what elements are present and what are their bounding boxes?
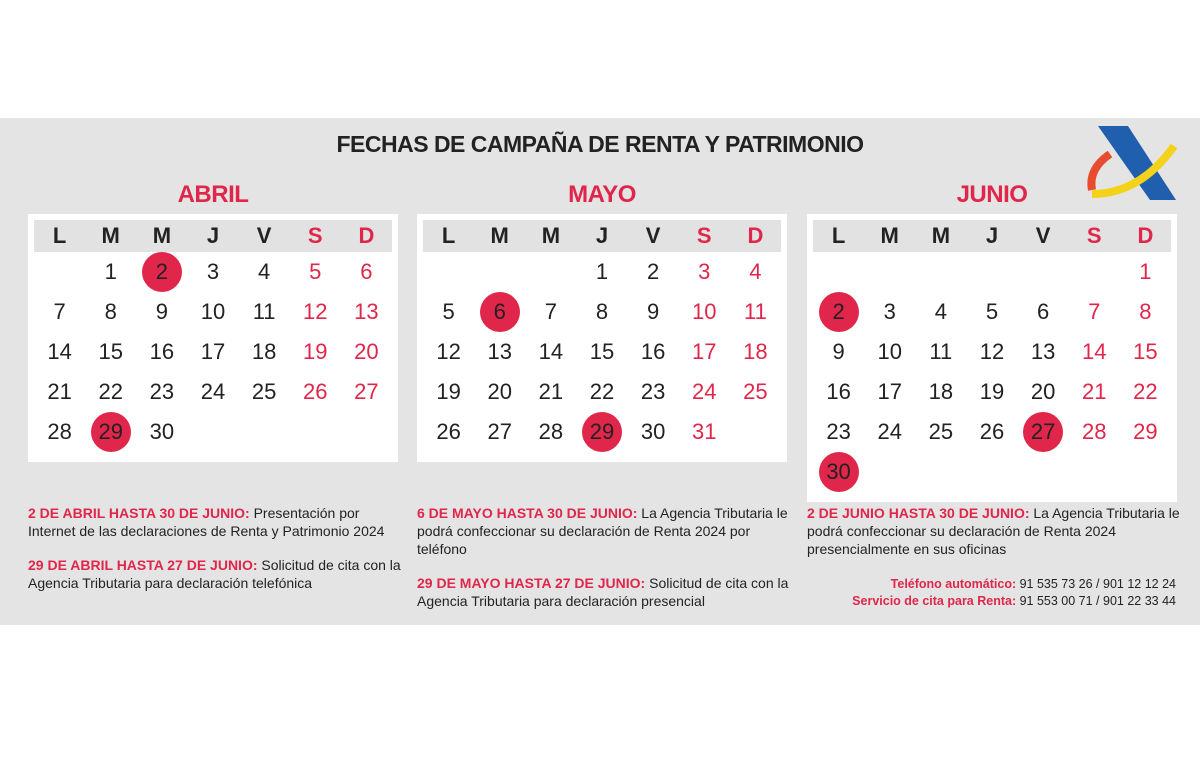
day-cell: 1 [595, 259, 609, 284]
day-cell: 20 [487, 379, 512, 404]
weekday-label: D [747, 223, 764, 248]
day-cell: 22 [589, 379, 615, 404]
day-cell: 21 [47, 379, 72, 404]
day-cell: 4 [749, 259, 762, 284]
week-row [813, 412, 1171, 452]
note [417, 574, 797, 610]
weekday-label: S [696, 223, 712, 248]
day-cell: 12 [436, 339, 461, 364]
cita-label: Servicio de cita para Renta: [852, 594, 1017, 608]
day-cell: 17 [877, 379, 902, 404]
day-cell: 22 [98, 379, 123, 404]
highlighted-day [85, 412, 136, 452]
weekday-header [423, 220, 781, 252]
day-cell: 24 [877, 419, 902, 444]
day-cell: 23 [149, 379, 175, 404]
weekday-label: D [358, 223, 375, 248]
day-cell: 14 [538, 339, 564, 364]
week-row [813, 452, 1171, 492]
day-cell: 11 [929, 339, 953, 364]
week-row [423, 252, 781, 292]
note-text: Solicitud de cita con la Agencia Tributaria para declaración presencial [417, 575, 789, 609]
day-cell: 13 [354, 299, 379, 324]
day-cell: 17 [692, 339, 717, 364]
highlighted-day [1018, 412, 1069, 452]
week-row [34, 412, 392, 452]
day-cell: 8 [104, 299, 117, 324]
note [807, 504, 1187, 558]
weekday-label: S [307, 223, 323, 248]
day-cell: 30 [149, 419, 175, 444]
day-cell: 13 [1030, 339, 1056, 364]
day-cell: 7 [53, 299, 66, 324]
day-cell: 6 [1037, 299, 1050, 324]
day-cell: 25 [743, 379, 768, 404]
day-cell: 24 [692, 379, 717, 404]
day-cell: 14 [47, 339, 72, 364]
day-cell: 11 [743, 299, 767, 324]
day-cell: 7 [1088, 299, 1101, 324]
day-cell: 26 [436, 419, 461, 444]
phone-value: 91 535 73 26 / 901 12 12 24 [1016, 577, 1176, 591]
day-cell: 14 [1082, 339, 1107, 364]
day-cell: 10 [692, 299, 717, 324]
day-number: 2 [142, 252, 182, 292]
day-cell: 31 [692, 419, 717, 444]
day-cell: 5 [442, 299, 455, 324]
day-cell: 28 [1082, 419, 1107, 444]
day-cell: 15 [98, 339, 123, 364]
day-cell: 13 [487, 339, 512, 364]
day-cell: 20 [354, 339, 379, 364]
day-cell: 3 [883, 299, 896, 324]
day-cell: 15 [1133, 339, 1158, 364]
day-cell: 19 [436, 379, 461, 404]
day-cell: 7 [544, 299, 557, 324]
day-cell: 2 [647, 259, 660, 284]
note-text: La Agencia Tributaria le podrá confeccionar su declaración de Renta 2024 por teléfono [417, 505, 788, 557]
day-cell: 17 [200, 339, 226, 364]
weekday-label: M [490, 223, 509, 248]
weekday-label: V [256, 223, 272, 248]
week-row [813, 252, 1171, 292]
note [417, 504, 797, 558]
day-cell: 19 [979, 379, 1005, 404]
day-cell: 6 [360, 259, 373, 284]
day-cell: 27 [487, 419, 512, 444]
day-cell: 21 [538, 379, 564, 404]
day-cell: 12 [979, 339, 1005, 364]
notes-mayo [417, 504, 797, 626]
note-text: Presentación por Internet de las declaraciones de Renta y Patrimonio 2024 [28, 505, 385, 539]
highlighted-day [576, 412, 627, 452]
page-title: FECHAS DE CAMPAÑA DE RENTA Y PATRIMONIO [336, 131, 864, 157]
day-cell: 26 [979, 419, 1005, 444]
day-cell: 1 [1139, 259, 1152, 284]
day-cell: 8 [595, 299, 609, 324]
day-cell: 10 [877, 339, 902, 364]
week-row [34, 252, 392, 292]
day-cell: 28 [47, 419, 72, 444]
day-cell: 25 [251, 379, 277, 404]
day-cell: 1 [104, 259, 117, 284]
contact-info [852, 576, 1176, 610]
week-row [813, 372, 1171, 412]
week-row [34, 332, 392, 372]
weekday-label: S [1086, 223, 1102, 248]
month-title: MAYO [568, 181, 636, 208]
phone-label: Teléfono automático: [890, 577, 1017, 591]
weekday-label: D [1137, 223, 1154, 248]
day-cell: 3 [698, 259, 711, 284]
highlighted-day [136, 252, 187, 292]
day-number: 27 [1023, 412, 1063, 452]
day-cell: 5 [309, 259, 322, 284]
day-cell: 30 [640, 419, 666, 444]
day-cell: 18 [251, 339, 277, 364]
note-dates: 2 DE ABRIL HASTA 30 DE JUNIO: [28, 505, 250, 521]
day-number: 30 [819, 452, 859, 492]
day-cell: 20 [1030, 379, 1056, 404]
cita-value: 91 553 00 71 / 901 22 33 44 [1016, 594, 1176, 608]
day-number: 2 [819, 292, 859, 332]
weekday-label: M [101, 223, 120, 248]
day-cell: 11 [252, 299, 276, 324]
note-dates: 29 DE ABRIL HASTA 27 DE JUNIO: [28, 557, 258, 573]
day-cell: 15 [589, 339, 615, 364]
note-dates: 2 DE JUNIO HASTA 30 DE JUNIO: [807, 505, 1030, 521]
day-cell: 4 [258, 259, 271, 284]
day-cell: 16 [149, 339, 175, 364]
weekday-header [813, 220, 1171, 252]
day-cell: 8 [1139, 299, 1152, 324]
week-row [34, 372, 392, 412]
day-cell: 29 [1133, 419, 1158, 444]
week-row [423, 332, 781, 372]
week-row [423, 412, 781, 452]
weekday-label: M [931, 223, 951, 248]
note [28, 504, 408, 540]
weekday-label: V [645, 223, 661, 248]
day-number: 29 [582, 412, 622, 452]
weekday-label: J [985, 223, 999, 248]
month-title: ABRIL [177, 181, 249, 208]
day-cell: 12 [303, 299, 328, 324]
day-cell: 4 [934, 299, 947, 324]
notes-abril [28, 504, 408, 608]
week-row [423, 372, 781, 412]
day-cell: 9 [832, 339, 845, 364]
day-cell: 10 [200, 299, 226, 324]
note-text: La Agencia Tributaria le podrá confeccionar su declaración de Renta 2024 presencialmente en sus oficinas [807, 505, 1180, 557]
day-cell: 26 [303, 379, 328, 404]
day-cell: 25 [928, 419, 954, 444]
day-cell: 28 [538, 419, 564, 444]
day-cell: 3 [206, 259, 220, 284]
day-cell: 23 [826, 419, 851, 444]
weekday-label: M [541, 223, 561, 248]
highlighted-day [813, 292, 864, 332]
day-cell: 21 [1082, 379, 1107, 404]
day-cell: 16 [826, 379, 851, 404]
notes-junio [807, 504, 1187, 574]
note-text: Solicitud de cita con la Agencia Tributaria para declaración telefónica [28, 557, 401, 591]
week-row [34, 292, 392, 332]
day-cell: 18 [743, 339, 768, 364]
day-cell: 23 [640, 379, 666, 404]
weekday-label: J [595, 223, 609, 248]
highlighted-day [813, 452, 864, 492]
day-cell: 9 [647, 299, 660, 324]
day-cell: 27 [354, 379, 379, 404]
weekday-label: M [152, 223, 172, 248]
day-number: 6 [480, 292, 520, 332]
highlighted-day [474, 292, 525, 332]
note [28, 556, 408, 592]
calendar-junio [807, 214, 1177, 502]
day-cell: 22 [1133, 379, 1158, 404]
weekday-label: L [52, 223, 67, 248]
weekday-label: J [206, 223, 220, 248]
day-number: 29 [91, 412, 131, 452]
weekday-label: L [441, 223, 456, 248]
day-cell: 5 [985, 299, 999, 324]
week-row [423, 292, 781, 332]
week-row [813, 332, 1171, 372]
day-cell: 9 [155, 299, 168, 324]
day-cell: 19 [303, 339, 328, 364]
weekday-header [34, 220, 392, 252]
weekday-label: L [831, 223, 846, 248]
note-dates: 29 DE MAYO HASTA 27 DE JUNIO: [417, 575, 646, 591]
week-row [813, 292, 1171, 332]
month-title: JUNIO [956, 181, 1028, 208]
day-cell: 16 [640, 339, 666, 364]
calendar-mayo [417, 214, 787, 462]
day-cell: 18 [928, 379, 954, 404]
note-dates: 6 DE MAYO HASTA 30 DE JUNIO: [417, 505, 638, 521]
calendar-abril [28, 214, 398, 462]
weekday-label: V [1035, 223, 1051, 248]
weekday-label: M [880, 223, 899, 248]
day-cell: 24 [200, 379, 226, 404]
